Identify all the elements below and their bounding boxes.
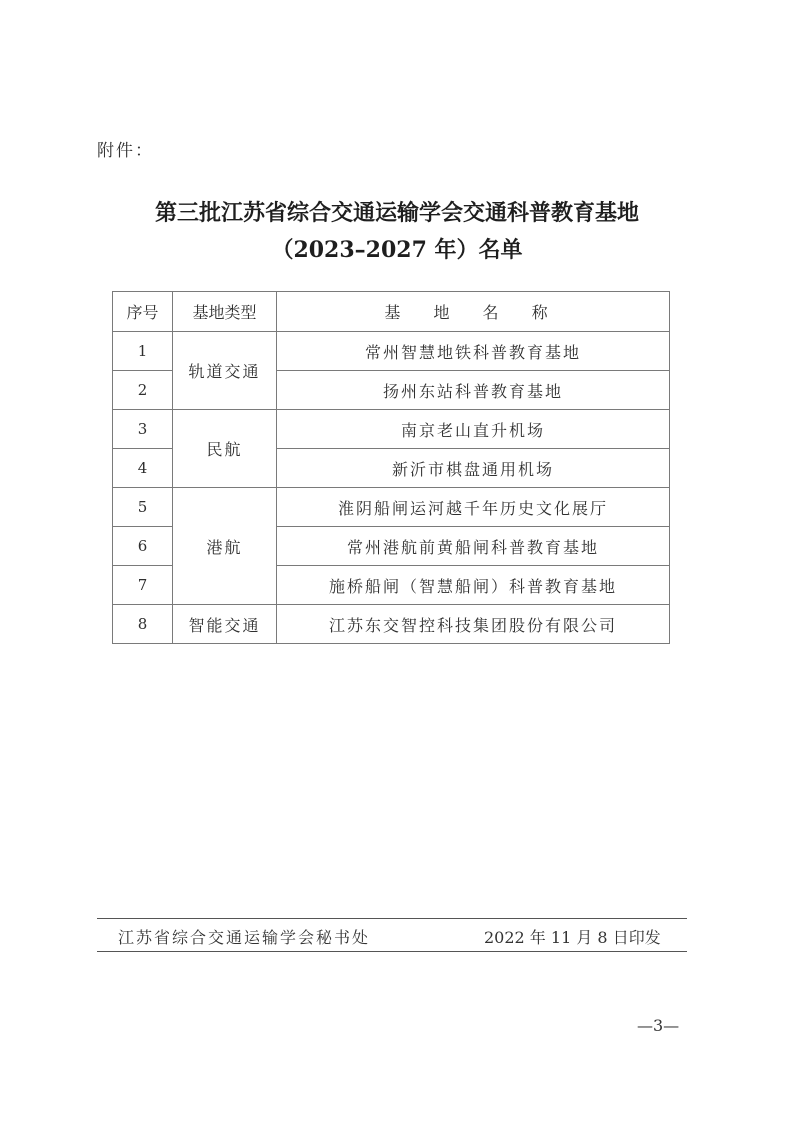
header-index: 序号 xyxy=(113,292,173,332)
table-header-row xyxy=(113,292,670,332)
row-index: 7 xyxy=(113,566,173,605)
row-index: 2 xyxy=(113,371,173,410)
table-row xyxy=(113,488,670,527)
base-list-table xyxy=(112,291,670,644)
base-name-cell: 常州港航前黄船闸科普教育基地 xyxy=(277,527,670,566)
base-type-cell: 民航 xyxy=(173,410,277,488)
base-type-cell: 轨道交通 xyxy=(173,332,277,410)
attachment-label: 附件： xyxy=(97,141,154,161)
footer-issue-date: 2022 年 11 月 8 日印发 xyxy=(484,928,661,947)
base-name-cell: 江苏东交智控科技集团股份有限公司 xyxy=(277,605,670,644)
row-index: 6 xyxy=(113,527,173,566)
document-subtitle: （2023–2027 年）名单 xyxy=(271,237,523,263)
footer-issuer: 江苏省综合交通运输学会秘书处 xyxy=(118,928,371,947)
document-title: 第三批江苏省综合交通运输学会交通科普教育基地 xyxy=(154,200,639,226)
base-name-cell: 淮阴船闸运河越千年历史文化展厅 xyxy=(277,488,670,527)
base-type-cell: 智能交通 xyxy=(173,605,277,644)
row-index: 3 xyxy=(113,410,173,449)
table-row xyxy=(113,605,670,644)
table-row xyxy=(113,410,670,449)
base-name-cell: 常州智慧地铁科普教育基地 xyxy=(277,332,670,371)
page-number: —3— xyxy=(637,1016,680,1035)
table-row xyxy=(113,332,670,371)
footer-top-rule xyxy=(97,918,687,919)
base-name-cell: 新沂市棋盘通用机场 xyxy=(277,449,670,488)
row-index: 1 xyxy=(113,332,173,371)
row-index: 5 xyxy=(113,488,173,527)
base-name-cell: 扬州东站科普教育基地 xyxy=(277,371,670,410)
footer-bottom-rule xyxy=(97,951,687,952)
header-name: 基 地 名 称 xyxy=(277,292,670,332)
header-type: 基地类型 xyxy=(173,292,277,332)
row-index: 8 xyxy=(113,605,173,644)
base-name-cell: 施桥船闸（智慧船闸）科普教育基地 xyxy=(277,566,670,605)
base-name-cell: 南京老山直升机场 xyxy=(277,410,670,449)
row-index: 4 xyxy=(113,449,173,488)
base-type-cell: 港航 xyxy=(173,488,277,605)
